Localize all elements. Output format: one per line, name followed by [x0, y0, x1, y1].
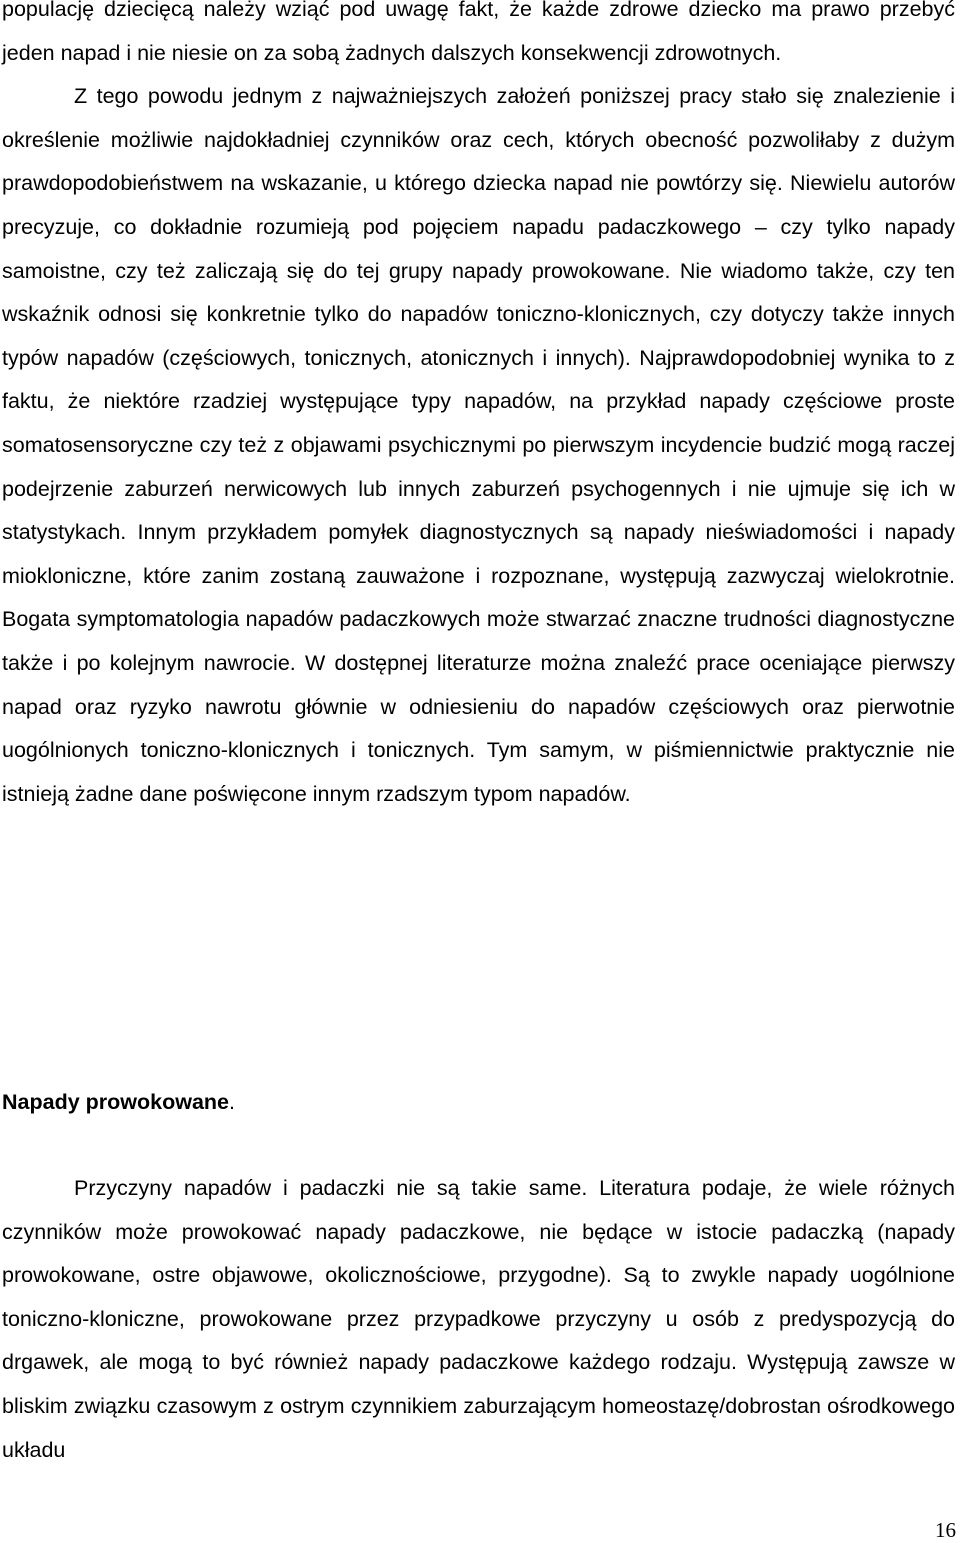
- body-text-bottom: [2, 1167, 955, 1472]
- section-heading: [2, 1081, 235, 1125]
- paragraph-goals: Z tego powodu jednym z najważniejszych założeń poniższej pracy stało się znalezienie i określenie możliwie najdokładniej czynników oraz cech, których obecność pozwoliłaby z dużym prawdopodobieństwem na wskazanie, u którego dziecka napad nie powtórzy się. Niewielu autorów precyzuje, co dokładnie rozumieją pod pojęciem napadu padaczkowego – czy tylko napady samoistne, czy też zaliczają się do tej grupy napady prowokowane. Nie wiadomo także, czy ten wskaźnik odnosi się konkretnie tylko do napadów toniczno-klonicznych, czy dotyczy także innych typów napadów (częściowych, tonicznych, atonicznych i innych). Najprawdopodobniej wynika to z faktu, że niektóre rzadziej występujące typy napadów, na przykład napady częściowe proste somatosensoryczne czy też z objawami psychicznymi po pierwszym incydencie budzić mogą raczej podejrzenie zaburzeń nerwicowych lub innych zaburzeń psychogennych i nie ujmuje się ich w statystykach. Innym przykładem pomyłek diagnostycznych są napady nieświadomości i napady miokloniczne, które zanim zostaną zauważone i rozpoznane, występują zazwyczaj wielokrotnie. Bogata symptomatologia napadów padaczkowych może stwarzać znaczne trudności diagnostyczne także i po kolejnym nawrocie. W dostępnej literaturze można znaleźć prace oceniające pierwszy napad oraz ryzyko nawrotu głównie w odniesieniu do napadów częściowych oraz pierwotnie uogólnionych toniczno-klonicznych i tonicznych. Tym samym, w piśmiennictwie praktycznie nie istnieją żadne dane poświęcone innym rzadszym typom napadów.: [2, 84, 955, 806]
- paragraph-continued: populację dziecięcą należy wziąć pod uwagę fakt, że każde zdrowe dziecko ma prawo przebyć jeden napad i nie niesie on za sobą żadnych dalszych konsekwencji zdrowotnych.: [2, 0, 955, 65]
- paragraph-provoked-seizures: Przyczyny napadów i padaczki nie są takie same. Literatura podaje, że wiele różnych czynników może prowokować napady padaczkowe, nie będące w istocie padaczką (napady prowokowane, ostre objawowe, okolicznościowe, przygodne). Są to zwykle napady uogólnione toniczno-kloniczne, prowokowane przez przypadkowe przyczyny u osób z predyspozycją do drgawek, ale mogą to być również napady padaczkowe każdego rodzaju. Występują zawsze w bliskim związku czasowym z ostrym czynnikiem zaburzającym homeostazę/dobrostan ośrodkowego układu: [2, 1176, 955, 1462]
- section-heading-period: .: [229, 1090, 235, 1114]
- page-number: 16: [935, 1518, 956, 1542]
- section-heading-text: Napady prowokowane: [2, 1090, 229, 1114]
- body-text-top: [2, 0, 955, 816]
